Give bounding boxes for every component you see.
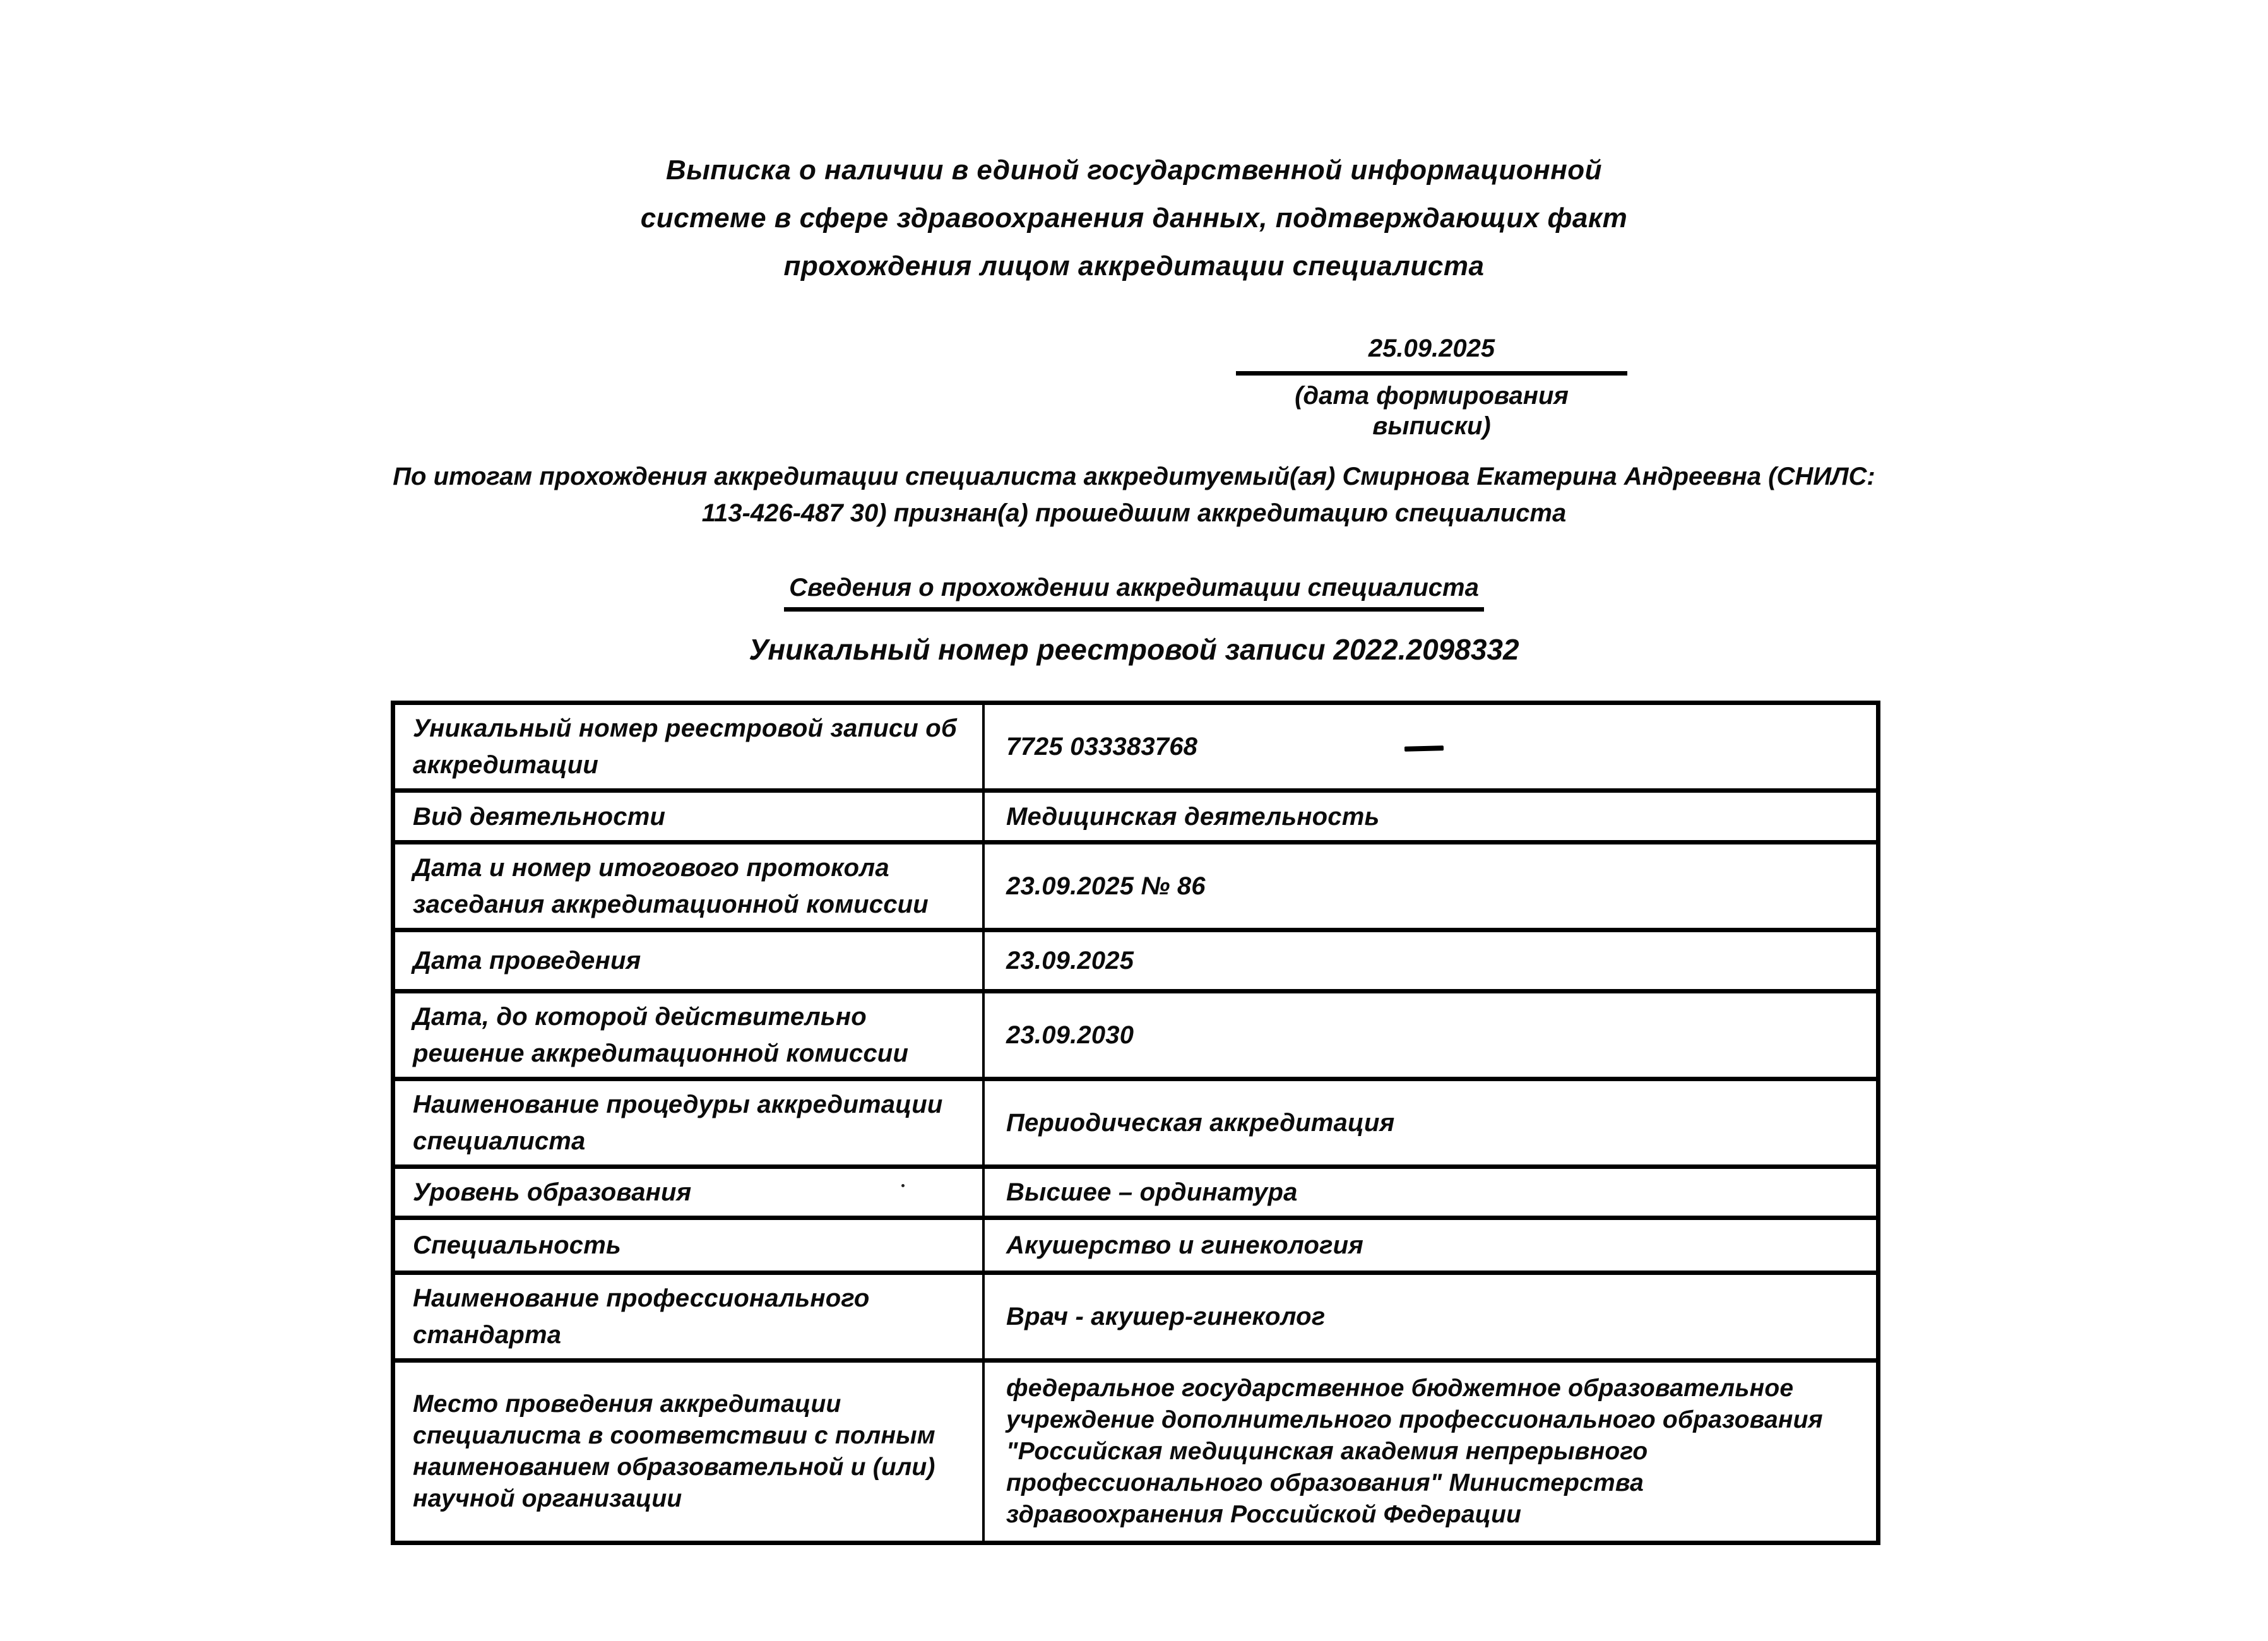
row-label: Наименование процедуры аккредитации специалиста bbox=[395, 1081, 985, 1164]
row-label: Уникальный номер реестровой записи об аккредитации bbox=[395, 705, 985, 788]
row-label: Место проведения аккредитации специалиста в соответствии с полным наименованием образовательной и (или) научной организации bbox=[395, 1363, 985, 1541]
row-value: 23.09.2025 bbox=[1006, 947, 1134, 975]
intro-paragraph bbox=[0, 458, 2268, 531]
title-line-3: прохождения лицом аккредитации специалиста bbox=[783, 251, 1485, 281]
table-row-accreditation-place bbox=[395, 1358, 1876, 1541]
scan-artifact-dash bbox=[1404, 745, 1444, 752]
accreditation-table bbox=[391, 701, 1880, 1545]
table-row-procedure-name bbox=[395, 1077, 1876, 1164]
document-title bbox=[0, 146, 2268, 290]
table-row-professional-standard bbox=[395, 1271, 1876, 1358]
row-label: Дата проведения bbox=[395, 932, 985, 989]
table-row-conduct-date bbox=[395, 928, 1876, 989]
intro-line-2: 113-426-487 30) признан(а) прошедшим аккредитацию специалиста bbox=[701, 499, 1567, 527]
table-row-protocol-date-number bbox=[395, 840, 1876, 928]
row-value: Высшее – ординатура bbox=[1006, 1178, 1298, 1206]
title-line-2: системе в сфере здравоохранения данных, подтверждающих факт bbox=[640, 203, 1628, 234]
registry-record-line: Уникальный номер реестровой записи 2022.2098332 bbox=[749, 633, 1519, 666]
row-label: Дата и номер итогового протокола заседания аккредитационной комиссии bbox=[395, 844, 985, 928]
table-row-activity-type bbox=[395, 788, 1876, 840]
section-heading-wrap bbox=[0, 573, 2268, 612]
extract-date-caption: (дата формирования выписки) bbox=[1295, 382, 1569, 440]
row-value: Врач - акушер-гинеколог bbox=[1006, 1303, 1326, 1330]
row-value: 23.09.2025 № 86 bbox=[1006, 872, 1206, 900]
row-label: Специальность bbox=[395, 1220, 985, 1271]
intro-line-1: По итогам прохождения аккредитации специалиста аккредитуемый(ая) Смирнова Екатерина Андреевна (СНИЛС: bbox=[393, 463, 1875, 490]
row-label: Уровень образования bbox=[395, 1169, 985, 1216]
row-value: федеральное государственное бюджетное образовательное учреждение дополнительного профессионального образования "Российская медицинская академия непрерывного профессионального образования" Министерства здравоохранения Российской Федерации bbox=[1006, 1375, 1823, 1528]
row-value: Периодическая аккредитация bbox=[1006, 1109, 1395, 1137]
row-value: Акушерство и гинекология bbox=[1006, 1231, 1364, 1259]
row-value: Медицинская деятельность bbox=[1006, 802, 1380, 831]
table-row-valid-until-date bbox=[395, 989, 1876, 1077]
title-line-1: Выписка о наличии в единой государственной информационной bbox=[665, 155, 1603, 186]
table-row-registry-number bbox=[395, 705, 1876, 788]
row-value: 7725 033383768 bbox=[1006, 733, 1198, 761]
scan-artifact-dot bbox=[901, 1184, 905, 1187]
section-heading: Сведения о прохождении аккредитации специалиста bbox=[784, 573, 1484, 612]
row-label: Наименование профессионального стандарта bbox=[395, 1275, 985, 1358]
row-value: 23.09.2030 bbox=[1006, 1021, 1134, 1049]
row-label: Дата, до которой действительно решение аккредитационной комиссии bbox=[395, 993, 985, 1077]
row-label: Вид деятельности bbox=[395, 793, 985, 840]
table-row-specialty bbox=[395, 1216, 1876, 1271]
table-row-education-level bbox=[395, 1164, 1876, 1216]
extract-date: 25.09.2025 bbox=[1236, 333, 1627, 376]
extract-date-block bbox=[1236, 333, 1627, 441]
